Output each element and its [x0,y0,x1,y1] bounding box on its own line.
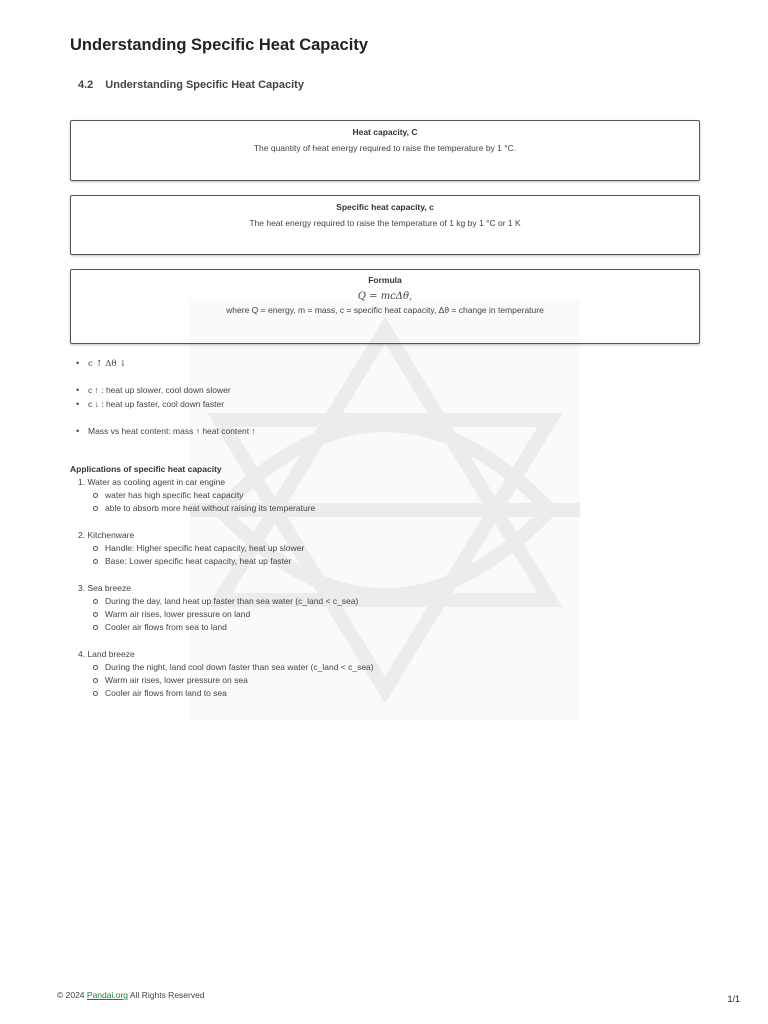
box-text: The quantity of heat energy required to raise the temperature by 1 °C. [253,143,517,153]
application-label: 2. Kitchenware [78,530,135,540]
list-item: • Mass vs heat content: mass ↑ heat content ↑ [76,424,256,438]
box-text: where Q = energy, m = mass, c = specific heat capacity, Δθ = change in temperature [226,305,544,315]
application-label: 1. Water as cooling agent in car engine [78,477,226,487]
pandai-link[interactable]: Pandai.org [86,990,129,1000]
copyright-prefix: © 2024 [57,990,87,1000]
definition-box-specific-heat-capacity [70,195,700,255]
application-item [70,582,374,634]
box-text: The heat energy required to raise the temperature of 1 kg by 1 °C or 1 K [249,218,521,228]
bullet-list [76,356,126,370]
section-number: 4.2 [78,79,94,91]
list-item: Cooler air flows from land to sea [70,687,374,700]
section-heading [78,79,304,91]
list-item: able to absorb more heat without raising its temperature [70,502,374,515]
application-label: 3. Sea breeze [78,583,131,593]
page-title: Understanding Specific Heat Capacity [70,36,368,54]
definition-box-heat-capacity [70,120,700,181]
list-item: Warm air rises, lower pressure on land [70,608,374,621]
list-item: water has high specific heat capacity [70,489,374,502]
formula-box [70,269,700,344]
application-item [70,648,374,700]
section-title: Understanding Specific Heat Capacity [105,79,304,91]
application-item [70,529,374,568]
list-item: During the day, land heat up faster than sea water (c_land < c_sea) [70,595,374,608]
box-heading: Specific heat capacity, c [336,202,434,212]
applications-title: Applications of specific heat capacity [70,464,222,474]
page-number: 1/1 [727,994,740,1004]
bullet-list [76,383,231,411]
list-item: • c ↑ Δθ ↓ [76,356,126,370]
box-heading: Heat capacity, C [352,127,418,137]
box-heading: Formula [368,275,402,285]
application-label: 4. Land breeze [78,649,135,659]
list-item: • c ↑ : heat up slower, cool down slower [76,383,231,397]
list-item: Cooler air flows from sea to land [70,621,374,634]
list-item: Handle: Higher specific heat capacity, heat up slower [70,542,374,555]
list-item: During the night, land cool down faster than sea water (c_land < c_sea) [70,661,374,674]
application-item [70,476,374,515]
bullet-list [76,424,256,438]
copyright-suffix: All Rights Reserved [128,990,205,1000]
list-item: Base: Lower specific heat capacity, heat up faster [70,555,374,568]
footer-copyright [57,990,205,1000]
list-item: Warm air rises, lower pressure on sea [70,674,374,687]
applications-section [70,463,374,700]
list-item: • c ↓ : heat up faster, cool down faster [76,397,231,411]
formula-equation: Q = mcΔθ, [357,291,413,302]
